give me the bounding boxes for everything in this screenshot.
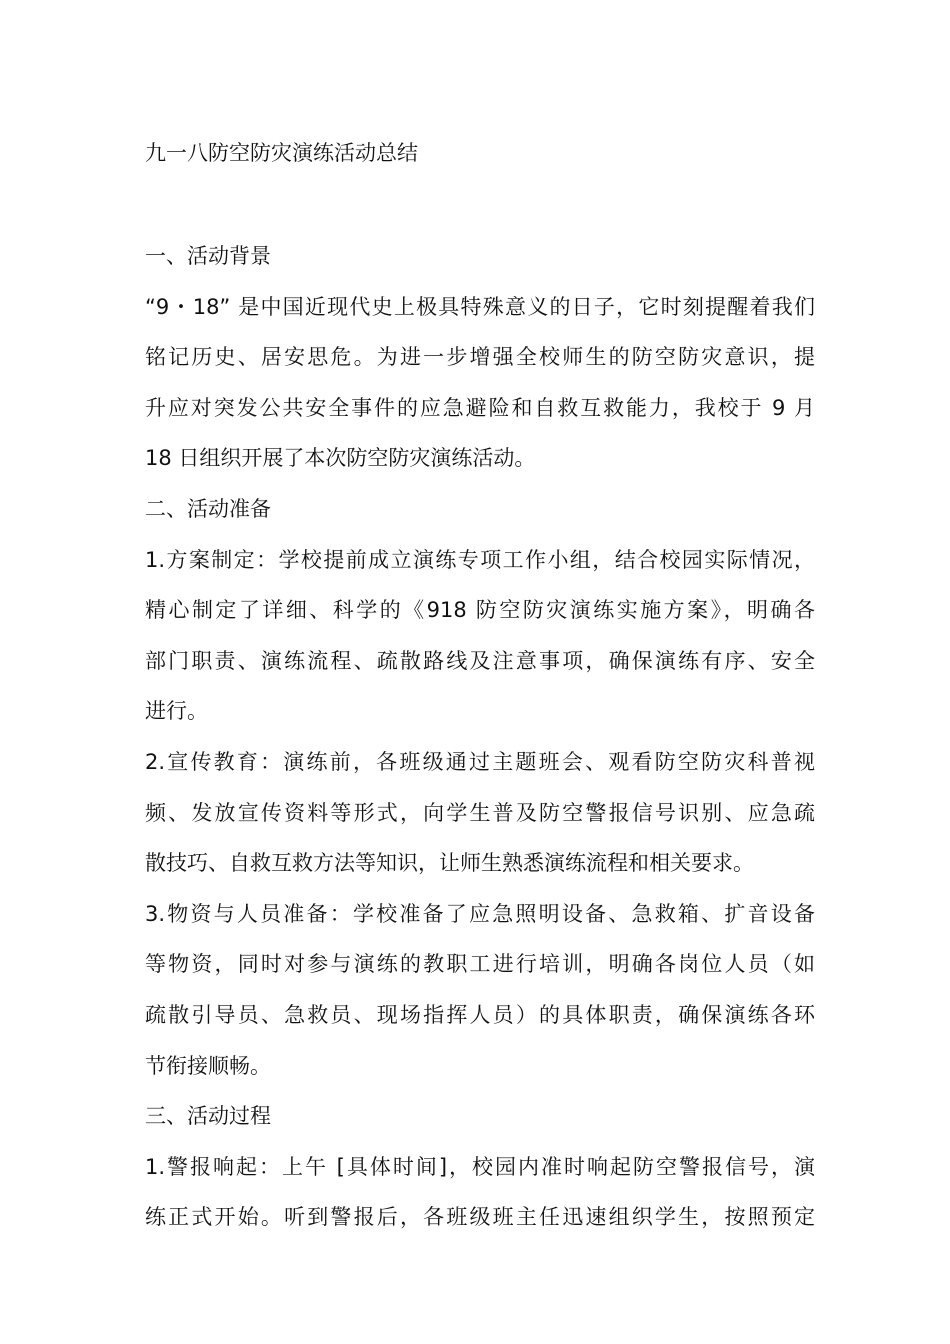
paragraph-line: 部门职责、演练流程、疏散路线及注意事项，确保演练有序、安全 [145,648,815,673]
section-heading-preparation: 二、活动准备 [145,496,271,521]
section-heading-process: 三、活动过程 [145,1104,271,1129]
paragraph-line: 18 日组织开展了本次防空防灾演练活动。 [145,446,536,471]
paragraph-line: 1.警报响起：上午 [具体时间]，校园内准时响起防空警报信号，演 [145,1154,815,1179]
paragraph-line: 散技巧、自救互救方法等知识，让师生熟悉演练流程和相关要求。 [145,851,754,876]
paragraph-line: 频、发放宣传资料等形式，向学生普及防空警报信号识别、应急疏 [145,800,815,825]
paragraph-line: 升应对突发公共安全事件的应急避险和自救互救能力，我校于 9 月 [145,395,815,420]
paragraph-line: 1.方案制定：学校提前成立演练专项工作小组，结合校园实际情况， [145,547,815,572]
document-body [145,231,815,1243]
paragraph-line: “9・18” 是中国近现代史上极具特殊意义的日子，它时刻提醒着我们 [145,294,815,319]
paragraph-line: 疏散引导员、急救员、现场指挥人员）的具体职责，确保演练各环 [145,1002,815,1027]
paragraph-line: 节衔接顺畅。 [145,1053,271,1078]
paragraph-line: 精心制定了详细、科学的《918 防空防灾演练实施方案》，明确各 [145,598,815,623]
paragraph-line: 铭记历史、居安思危。为进一步增强全校师生的防空防灾意识，提 [145,345,815,370]
paragraph-line: 等物资，同时对参与演练的教职工进行培训，明确各岗位人员（如 [145,952,815,977]
paragraph-line: 练正式开始。听到警报后，各班级班主任迅速组织学生，按照预定 [145,1205,815,1230]
paragraph-line: 2.宣传教育：演练前，各班级通过主题班会、观看防空防灾科普视 [145,749,815,774]
document-title: 九一八防空防灾演练活动总结 [145,141,418,165]
section-heading-background: 一、活动背景 [145,244,271,268]
paragraph-line: 进行。 [145,699,208,724]
paragraph-line: 3.物资与人员准备：学校准备了应急照明设备、急救箱、扩音设备 [145,901,815,926]
